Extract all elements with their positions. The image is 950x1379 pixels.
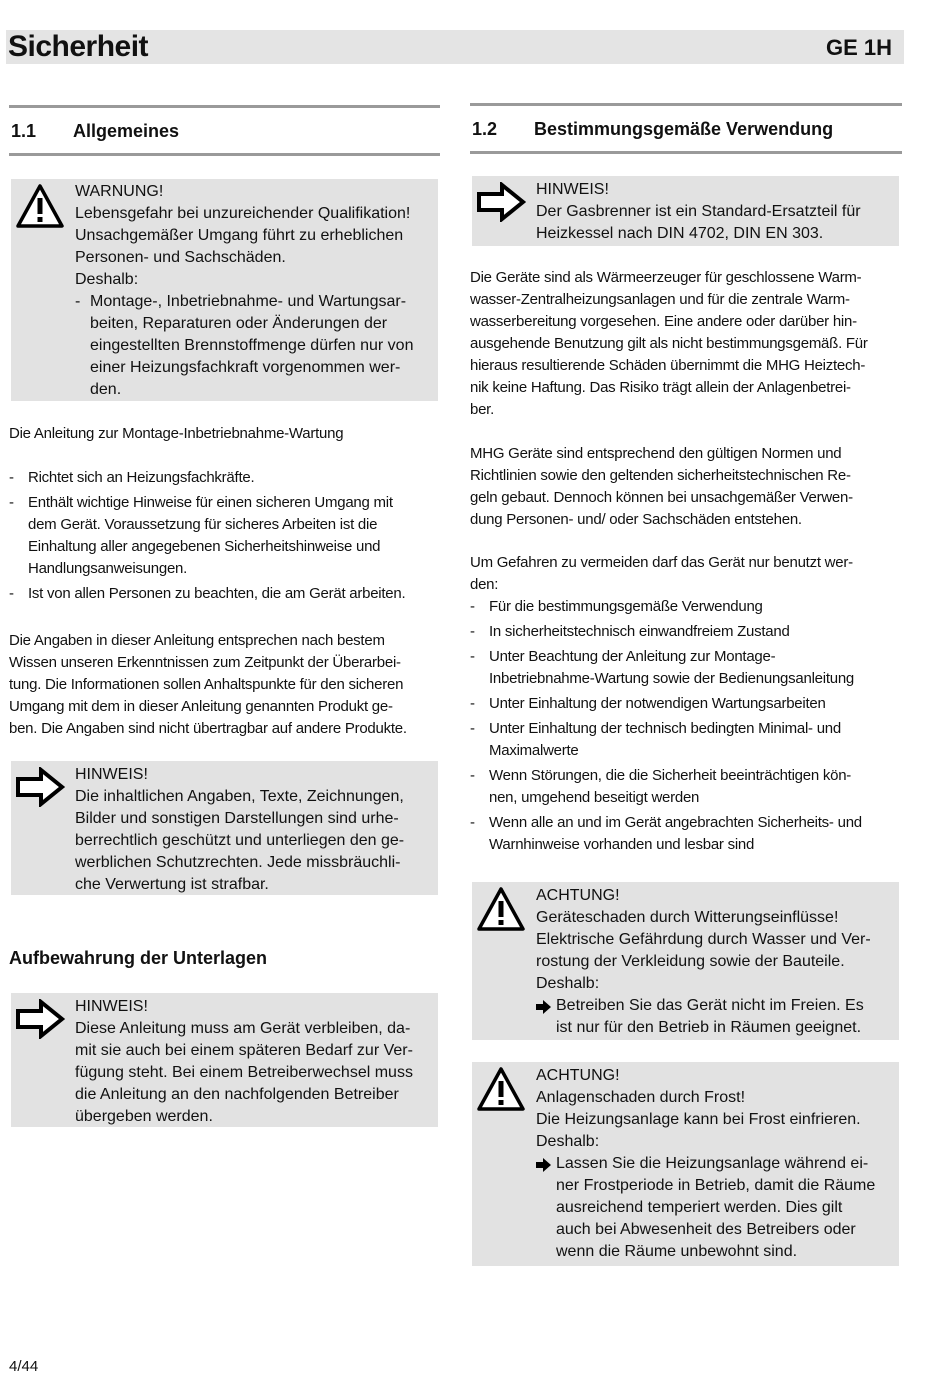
list-item [470, 646, 902, 690]
notice-line: Die inhaltlichen Angaben, Texte, Zeichnungen, [75, 788, 404, 805]
action-line: Betreiben Sie das Gerät nicht im Freien. Es [556, 997, 864, 1014]
warning-line: Personen- und Sachschäden. [75, 249, 286, 266]
caution-line: rostung der Verkleidung sowie der Bauteile. [536, 953, 845, 970]
list-line: Inbetriebnahme-Wartung sowie der Bedienungsanleitung [489, 670, 855, 687]
list-item [9, 492, 440, 580]
caution-line: Elektrische Gefährdung durch Wasser und Ver- [536, 931, 871, 948]
notice-line: übergeben werden. [75, 1108, 213, 1125]
action-arrow-icon [536, 999, 551, 1021]
model-label: GE 1H [825, 35, 892, 60]
paragraph-line: Umgang mit dem in dieser Anleitung genannten Produkt ge- [9, 698, 393, 715]
caution-line: Anlagenschaden durch Frost! [536, 1089, 746, 1106]
disclaimer-paragraph [9, 630, 407, 740]
list-line: nen, umgehend beseitigt werden [489, 789, 700, 806]
notice-box-storage [11, 993, 438, 1127]
notice-line: Der Gasbrenner ist ein Standard-Ersatzteil für [536, 203, 861, 220]
list-line: Ist von allen Personen zu beachten, die am Gerät arbeiten. [28, 585, 406, 602]
list-line: Für die bestimmungsgemäße Verwendung [489, 598, 763, 615]
norms-paragraph [470, 443, 853, 531]
list-line: Enthält wichtige Hinweise für einen sicheren Umgang mit [28, 494, 393, 511]
section-number: 1.1 [11, 121, 37, 141]
warning-line: WARNUNG! [75, 183, 164, 200]
notice-line: HINWEIS! [75, 998, 148, 1015]
warning-triangle-icon [476, 886, 526, 939]
list-item [470, 718, 902, 762]
action-line: ner Frostperiode in Betrieb, damit die Räume [556, 1177, 876, 1194]
caution-line: Die Heizungsanlage kann bei Frost einfrieren. [536, 1111, 861, 1128]
paragraph-line: hieraus resultierende Schäden übernimmt die MHG Heiztech- [470, 357, 866, 374]
section-rule-top [470, 103, 902, 106]
list-dash: - [9, 585, 14, 602]
warning-bullet-line: den. [90, 381, 122, 398]
paragraph-line: dung Personen- und/ oder Sachschäden entstehen. [470, 511, 802, 528]
hint-arrow-icon [476, 182, 526, 229]
list-item [470, 596, 902, 618]
list-line: Wenn Störungen, die die Sicherheit beeinträchtigen kön- [489, 767, 852, 784]
hint-arrow-icon [15, 767, 65, 814]
action-line: wenn die Räume unbewohnt sind. [556, 1243, 798, 1260]
intro-text: Die Anleitung zur Montage-Inbetriebnahme-Wartung [9, 425, 344, 442]
notice-line: werblichen Schutzrechten. Jede missbräuchli- [75, 854, 401, 871]
list-line: dem Gerät. Voraussetzung für sicheres Arbeiten ist die [28, 516, 378, 533]
section-number: 1.2 [472, 119, 498, 139]
page-title: Sicherheit [8, 30, 149, 63]
paragraph-line: Wissen unseren Erkenntnissen zum Zeitpunkt der Überarbei- [9, 654, 401, 671]
list-item [9, 467, 440, 489]
warning-line: Deshalb: [75, 271, 139, 288]
section-rule-bottom [9, 153, 440, 156]
list-item [470, 765, 902, 809]
notice-line: HINWEIS! [75, 766, 148, 783]
caution-line: ACHTUNG! [536, 1067, 620, 1084]
paragraph-line: nik keine Haftung. Das Risiko trägt allein der Anlagenbetrei- [470, 379, 851, 396]
list-dash: - [75, 293, 81, 310]
list-line: Handlungsanweisungen. [28, 560, 188, 577]
warning-box [11, 179, 438, 401]
warning-bullet-line: Montage-, Inbetriebnahme- und Wartungsar- [90, 293, 407, 310]
notice-line: HINWEIS! [536, 181, 609, 198]
notice-line: berrechtlich geschützt und unterliegen den ge- [75, 832, 405, 849]
list-line: Einhaltung aller angegebenen Sicherheitshinweise und [28, 538, 381, 555]
action-arrow-icon [536, 1157, 551, 1179]
list-item [470, 812, 902, 856]
list-item [470, 693, 902, 715]
notice-box-spare-part [472, 176, 899, 246]
warning-bullet-line: beiten, Reparaturen oder Änderungen der [90, 315, 388, 332]
section-title: Allgemeines [73, 121, 180, 141]
subheading-aufbewahrung: Aufbewahrung der Unterlagen [9, 948, 268, 968]
warning-line: Unsachgemäßer Umgang führt zu erheblichen [75, 227, 404, 244]
paragraph-line: ben. Die Angaben sind nicht übertragbar auf andere Produkte. [9, 720, 407, 737]
paragraph-line: wasser-Zentralheizungsanlagen und für die zentrale Warm- [470, 291, 850, 308]
notice-line: Bilder und sonstigen Darstellungen sind urhe- [75, 810, 399, 827]
list-line: Maximalwerte [489, 742, 579, 759]
caution-line: Geräteschaden durch Witterungseinflüsse! [536, 909, 839, 926]
list-dash: - [470, 648, 475, 665]
list-line: Wenn alle an und im Gerät angebrachten Sicherheits- und [489, 814, 862, 831]
paragraph-line: den: [470, 576, 499, 593]
conditions-block [470, 552, 902, 856]
list-line: Unter Beachtung der Anleitung zur Montage- [489, 648, 776, 665]
section-heading-verwendung [470, 103, 902, 155]
paragraph-line: Die Angaben in dieser Anleitung entsprechen nach bestem [9, 632, 385, 649]
page-header [6, 30, 904, 64]
list-line: Unter Einhaltung der technisch bedingten Minimal- und [489, 720, 841, 737]
paragraph-line: geln gebaut. Dennoch können bei unsachgemäßer Verwen- [470, 489, 853, 506]
list-item [470, 621, 902, 643]
action-line: ausreichend temperiert werden. Dies gilt [556, 1199, 843, 1216]
list-dash: - [9, 469, 14, 486]
notice-line: fügung steht. Bei einem Betreiberwechsel muss [75, 1064, 413, 1081]
warning-triangle-icon [15, 183, 65, 236]
paragraph-line: Die Geräte sind als Wärmeerzeuger für geschlossene Warm- [470, 269, 862, 286]
hint-arrow-icon [15, 999, 65, 1046]
paragraph-line: tung. Die Informationen sollen Anhaltspunkte für den sicheren [9, 676, 404, 693]
notice-line: die Anleitung an den nachfolgenden Betreiber [75, 1086, 399, 1103]
section-heading-allgemeines [9, 105, 440, 157]
notice-line: Diese Anleitung muss am Gerät verbleiben, da- [75, 1020, 411, 1037]
caution-box-weather [472, 882, 899, 1040]
paragraph-line: MHG Geräte sind entsprechend den gültigen Normen und [470, 445, 842, 462]
action-line: auch bei Abwesenheit des Betreibers oder [556, 1221, 856, 1238]
list-dash: - [470, 598, 475, 615]
notice-line: che Verwertung ist strafbar. [75, 876, 269, 893]
warning-triangle-icon [476, 1066, 526, 1119]
paragraph-line: Richtlinien sowie den geltenden sicherheitstechnischen Re- [470, 467, 851, 484]
list-dash: - [9, 494, 14, 511]
paragraph-line: Um Gefahren zu vermeiden darf das Gerät nur benutzt wer- [470, 554, 853, 571]
list-dash: - [470, 767, 475, 784]
list-dash: - [470, 695, 475, 712]
warning-bullet-line: eingestellten Brennstoffmenge dürfen nur von [90, 337, 414, 354]
paragraph-line: ber. [470, 401, 495, 418]
caution-line: Deshalb: [536, 975, 600, 992]
action-line: ist nur für den Betrieb in Räumen geeignet. [556, 1019, 862, 1036]
action-line: Lassen Sie die Heizungsanlage während ei- [556, 1155, 869, 1172]
caution-line: ACHTUNG! [536, 887, 620, 904]
list-dash: - [470, 720, 475, 737]
paragraph-line: ausgehende Benutzung gilt als nicht bestimmungsgemäß. Für [470, 335, 868, 352]
paragraph-line: wasserbereitung vorgesehen. Eine andere oder darüber hin- [470, 313, 857, 330]
caution-line: Deshalb: [536, 1133, 600, 1150]
warning-line: Lebensgefahr bei unzureichender Qualifikation! [75, 205, 411, 222]
section-rule-bottom [470, 151, 902, 154]
caution-box-frost [472, 1062, 899, 1266]
list-dash: - [470, 814, 475, 831]
usage-paragraph [470, 267, 868, 421]
list-item [9, 583, 440, 605]
list-line: Unter Einhaltung der notwendigen Wartungsarbeiten [489, 695, 826, 712]
page-number: 4/44 [9, 1358, 39, 1375]
notice-line: Heizkessel nach DIN 4702, DIN EN 303. [536, 225, 824, 242]
list-dash: - [470, 623, 475, 640]
list-line: Richtet sich an Heizungsfachkräfte. [28, 469, 255, 486]
list-line: Warnhinweise vorhanden und lesbar sind [489, 836, 755, 853]
section-rule-top [9, 105, 440, 108]
list-line: In sicherheitstechnisch einwandfreiem Zustand [489, 623, 790, 640]
warning-bullet-line: einer Heizungsfachkraft vorgenommen wer- [90, 359, 401, 376]
notice-box-copyright [11, 761, 438, 895]
section-title: Bestimmungsgemäße Verwendung [534, 119, 834, 139]
instruction-list [9, 467, 440, 605]
notice-line: mit sie auch bei einem späteren Bedarf zur Ver- [75, 1042, 413, 1059]
